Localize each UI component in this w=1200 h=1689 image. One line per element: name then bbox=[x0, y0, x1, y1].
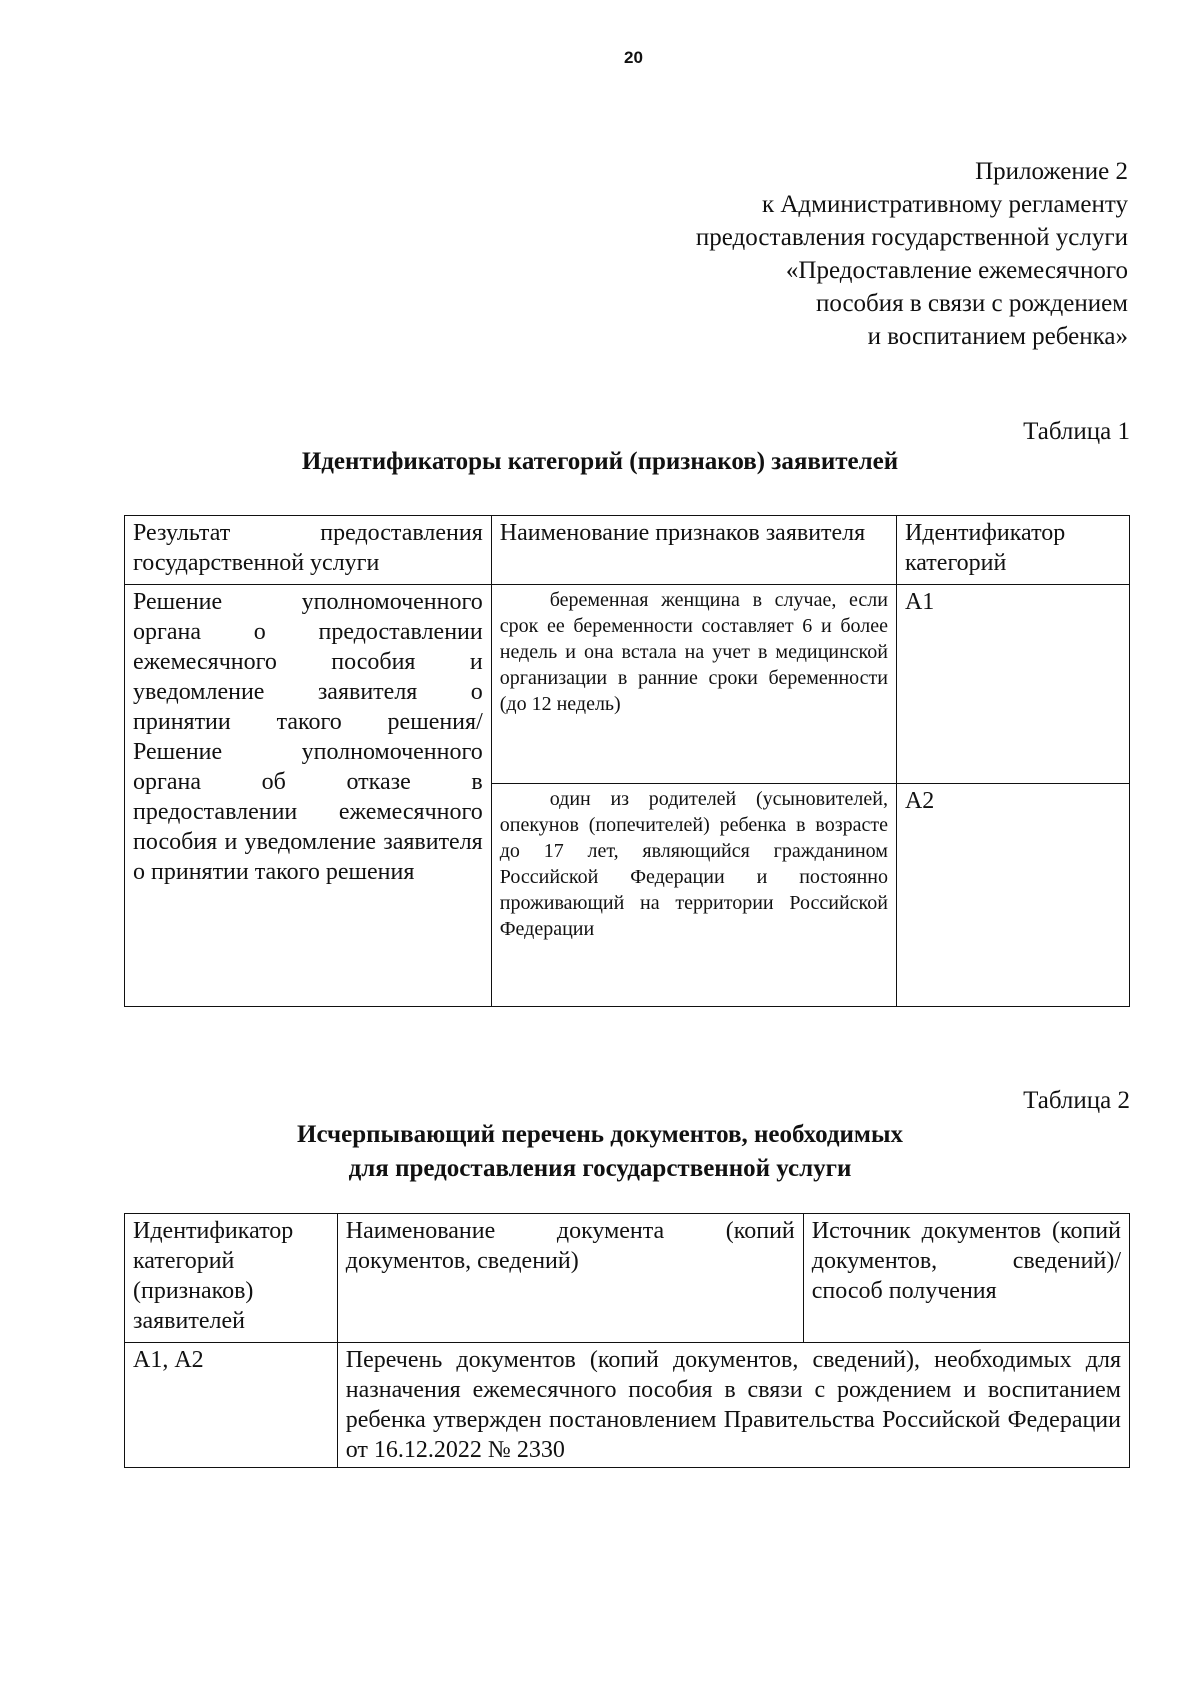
table1-title: Идентификаторы категорий (признаков) заявителей bbox=[301, 448, 899, 475]
table1-id-cell: А2 bbox=[896, 784, 1129, 1007]
table2-title-line: для предоставления государственной услуги bbox=[348, 1155, 852, 1182]
table1-criteria-cell: один из родителей (усыновителей, опекунов (попечителей) ребенка в возрасте до 17 лет, являющийся гражданином Российской Федерации и постоянно проживающий на территории Российской Федерации bbox=[491, 784, 896, 1007]
table2-id-cell: А1, А2 bbox=[125, 1343, 338, 1468]
table-row bbox=[125, 1343, 1130, 1468]
table1-header-result: Результат предоставления государственной услуги bbox=[125, 516, 492, 585]
appendix-header bbox=[568, 155, 1128, 353]
table2-header-id: Идентификатор категорий (признаков) заявителей bbox=[125, 1214, 338, 1343]
table2 bbox=[124, 1213, 1130, 1468]
table1-criteria-cell: беременная женщина в случае, если срок ее беременности составляет 6 и более недель и она встала на учет в медицинской организации в ранние сроки беременности (до 12 недель) bbox=[491, 585, 896, 784]
table-header-row bbox=[125, 516, 1130, 585]
page-number: 20 bbox=[624, 48, 643, 67]
table2-label: Таблица 2 bbox=[1023, 1087, 1130, 1114]
table1-header-criteria: Наименование признаков заявителя bbox=[491, 516, 896, 585]
table1-label: Таблица 1 bbox=[1023, 418, 1130, 445]
appendix-line: Приложение 2 bbox=[975, 158, 1128, 185]
table2-header-source: Источник документов (копий документов, сведений)/способ получения bbox=[803, 1214, 1129, 1343]
table1-id-cell: А1 bbox=[896, 585, 1129, 784]
table2-header-document: Наименование документа (копий документов, сведений) bbox=[337, 1214, 803, 1343]
appendix-line: предоставления государственной услуги bbox=[695, 224, 1128, 251]
table2-title-line: Исчерпывающий перечень документов, необходимых bbox=[297, 1121, 903, 1148]
table2-document-cell: Перечень документов (копий документов, сведений), необходимых для назначения ежемесячного пособия в связи с рождением и воспитанием ребенка утвержден постановлением Правительства Российской Федерации от 16.12.2022 № 2330 bbox=[337, 1343, 1129, 1468]
table1-result-cell: Решение уполномоченного органа о предоставлении ежемесячного пособия и уведомление заявителя о принятии такого решения/Решение уполномоченного органа об отказе в предоставлении ежемесячного пособия и уведомление заявителя о принятии такого решения bbox=[125, 585, 492, 1007]
table-row bbox=[125, 585, 1130, 784]
appendix-line: «Предоставление ежемесячного bbox=[785, 257, 1128, 284]
appendix-line: пособия в связи с рождением bbox=[815, 290, 1128, 317]
table1-header-id: Идентификатор категорий bbox=[896, 516, 1129, 585]
table2-title bbox=[0, 1118, 1200, 1186]
appendix-line: и воспитанием ребенка» bbox=[867, 323, 1128, 350]
table1 bbox=[124, 515, 1130, 1007]
appendix-line: к Административному регламенту bbox=[761, 191, 1128, 218]
table-header-row bbox=[125, 1214, 1130, 1343]
